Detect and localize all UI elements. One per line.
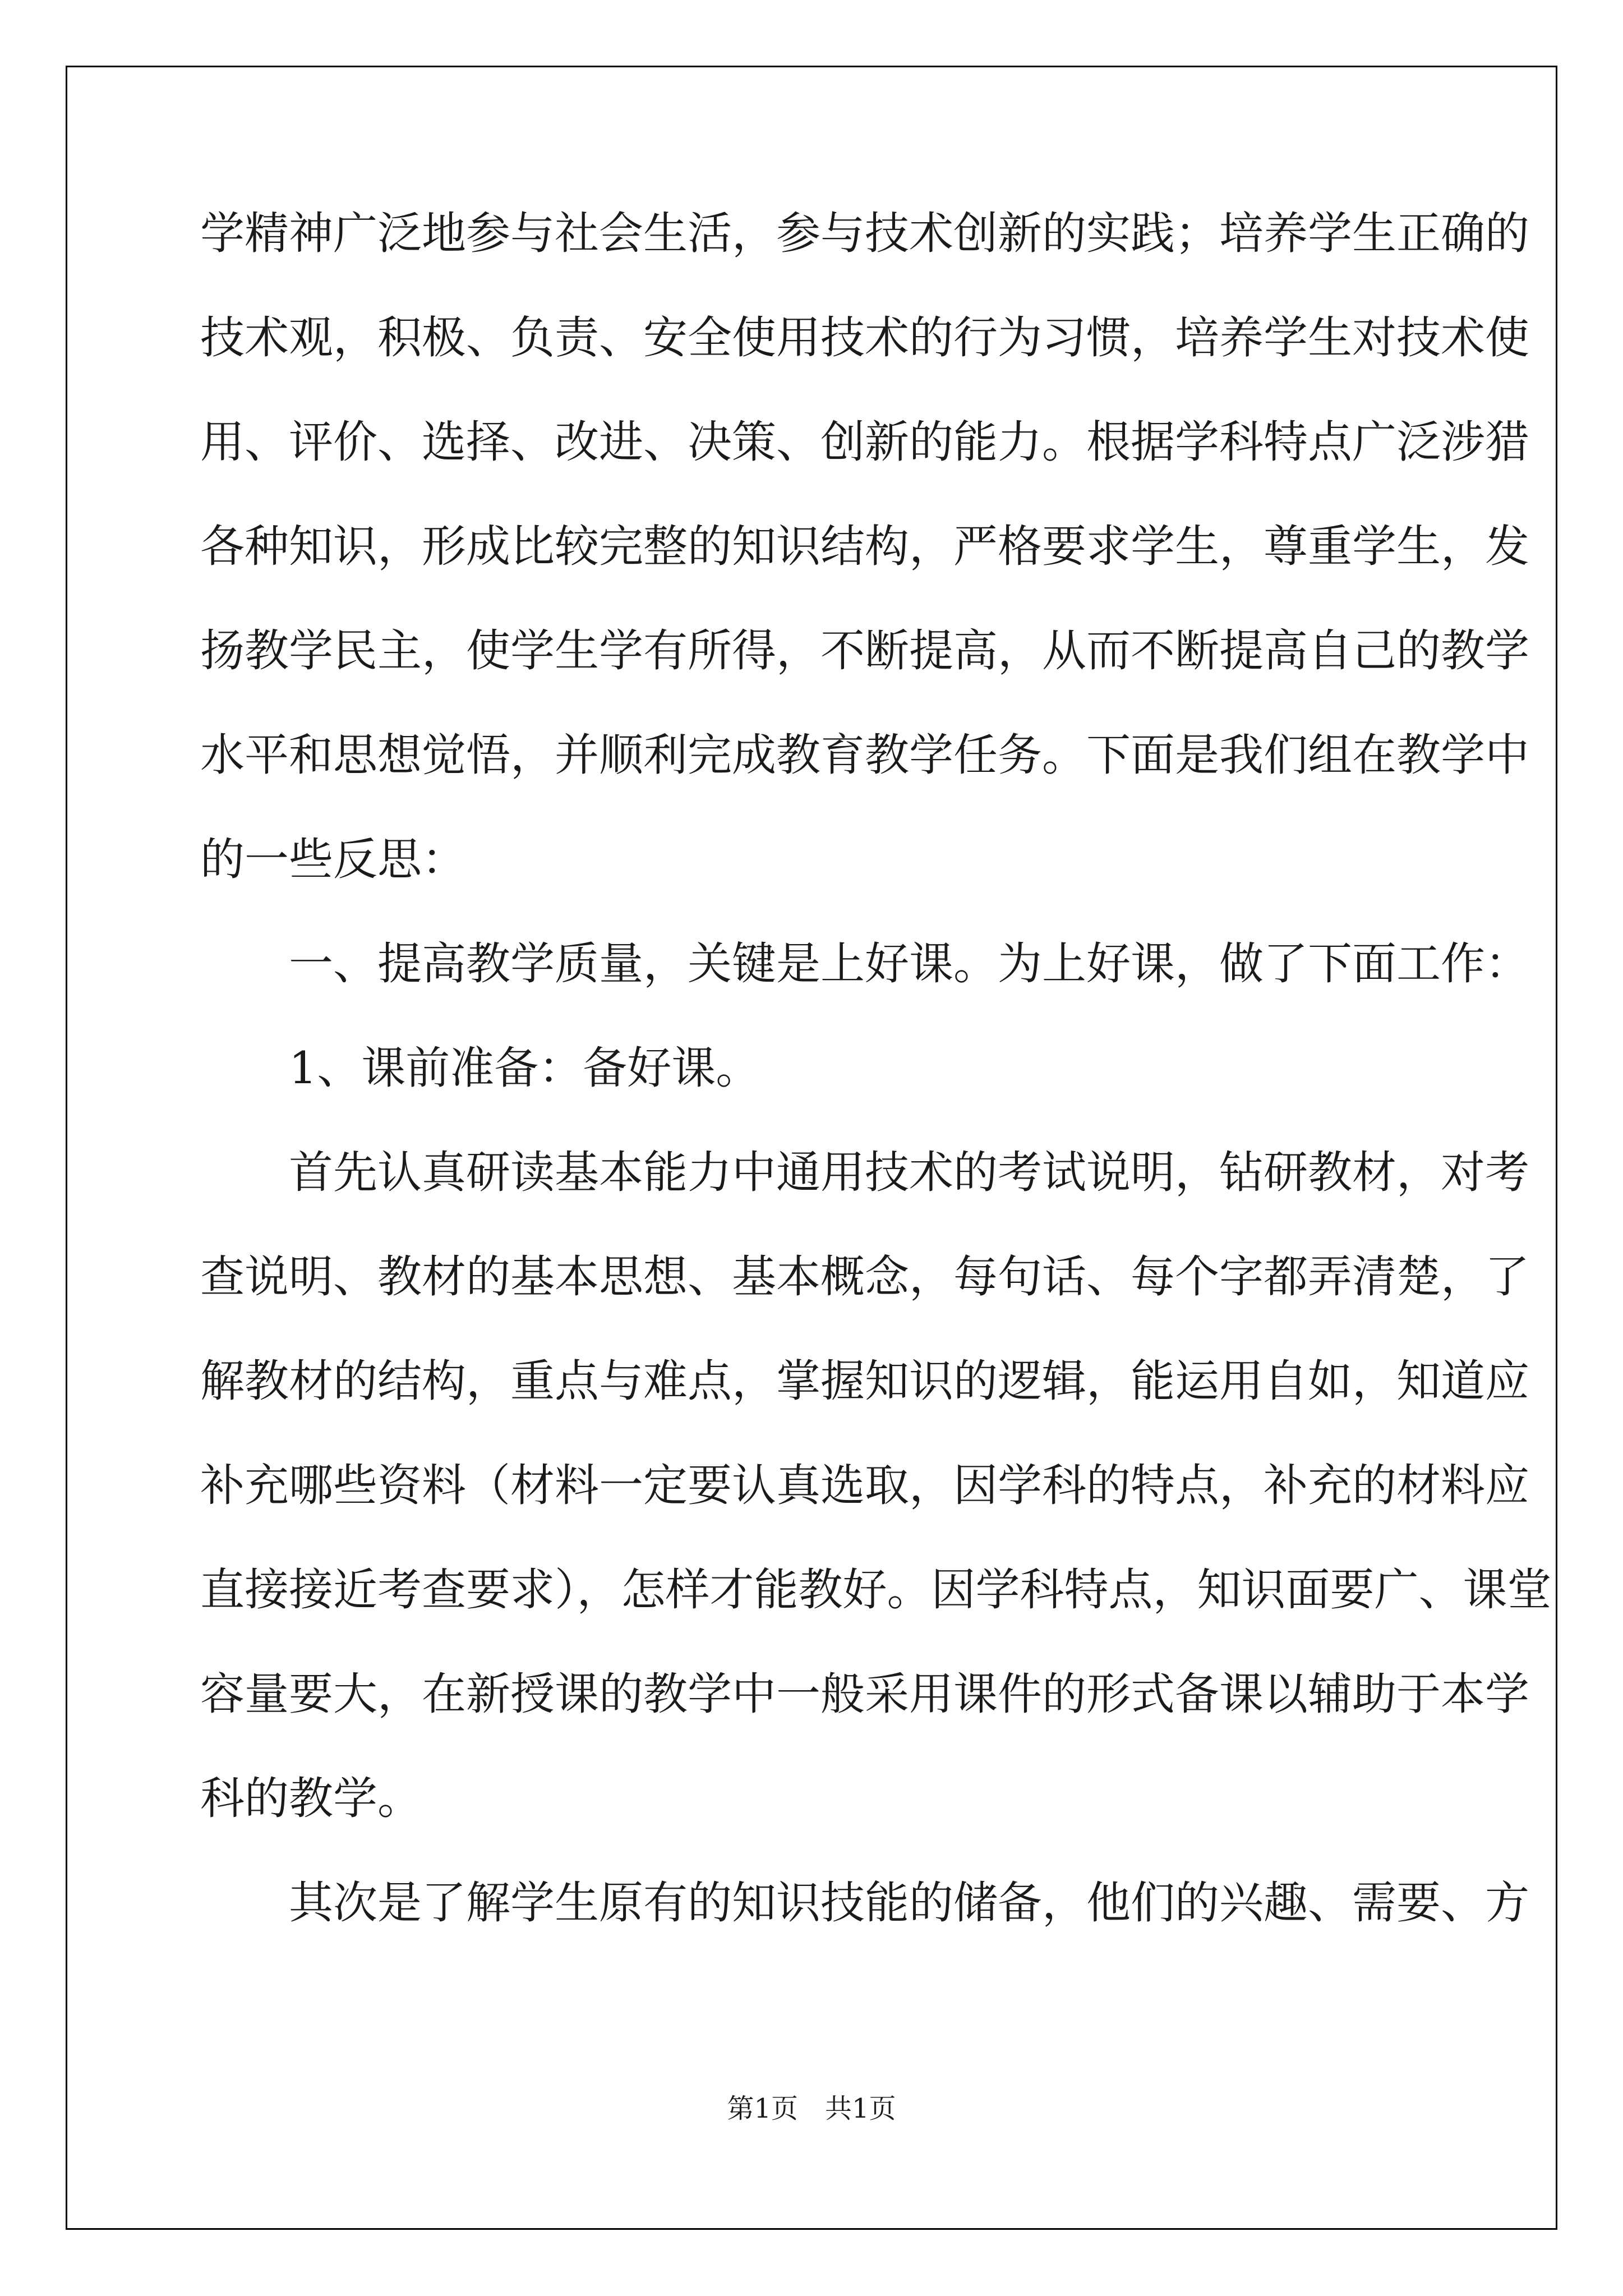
text-line: 各种知识，形成比较完整的知识结构，严格要求学生，尊重学生，发	[200, 521, 1529, 572]
text-line: 技术观，积极、负责、安全使用技术的行为习惯，培养学生对技术使	[200, 312, 1529, 364]
text-line: 补充哪些资料（材料一定要认真选取，因学科的特点，补充的材料应	[200, 1460, 1529, 1511]
text-line: 一、提高教学质量，关键是上好课。为上好课，做了下面工作：	[200, 938, 1529, 990]
text-line: 解教材的结构，重点与难点，掌握知识的逻辑，能运用自如，知道应	[200, 1355, 1529, 1407]
text-line: 扬教学民主，使学生学有所得，不断提高，从而不断提高自己的教学	[200, 625, 1529, 677]
text-line: 水平和思想觉悟，并顺利完成教育教学任务。下面是我们组在教学中	[200, 729, 1529, 781]
page-footer: 第1页 共1页	[727, 2093, 896, 2124]
text-line: 查说明、教材的基本思想、基本概念，每句话、每个字都弄清楚，了	[200, 1251, 1529, 1303]
text-line: 直接接近考查要求），怎样才能教好。因学科特点，知识面要广、课堂	[200, 1564, 1552, 1616]
text-line: 用、评价、选择、改进、决策、创新的能力。根据学科特点广泛涉猎	[200, 416, 1529, 468]
text-line: 容量要大，在新授课的教学中一般采用课件的形式备课以辅助于本学	[200, 1668, 1529, 1720]
text-line: 其次是了解学生原有的知识技能的储备，他们的兴趣、需要、方	[200, 1877, 1529, 1929]
text-line: 的一些反思：	[200, 834, 466, 885]
text-line: 首先认真研读基本能力中通用技术的考试说明，钻研教材，对考	[200, 1147, 1529, 1198]
text-line: 学精神广泛地参与社会生活，参与技术创新的实践；培养学生正确的	[200, 208, 1529, 259]
text-line: 1、课前准备：备好课。	[200, 1042, 760, 1094]
text-line: 科的教学。	[200, 1773, 422, 1824]
